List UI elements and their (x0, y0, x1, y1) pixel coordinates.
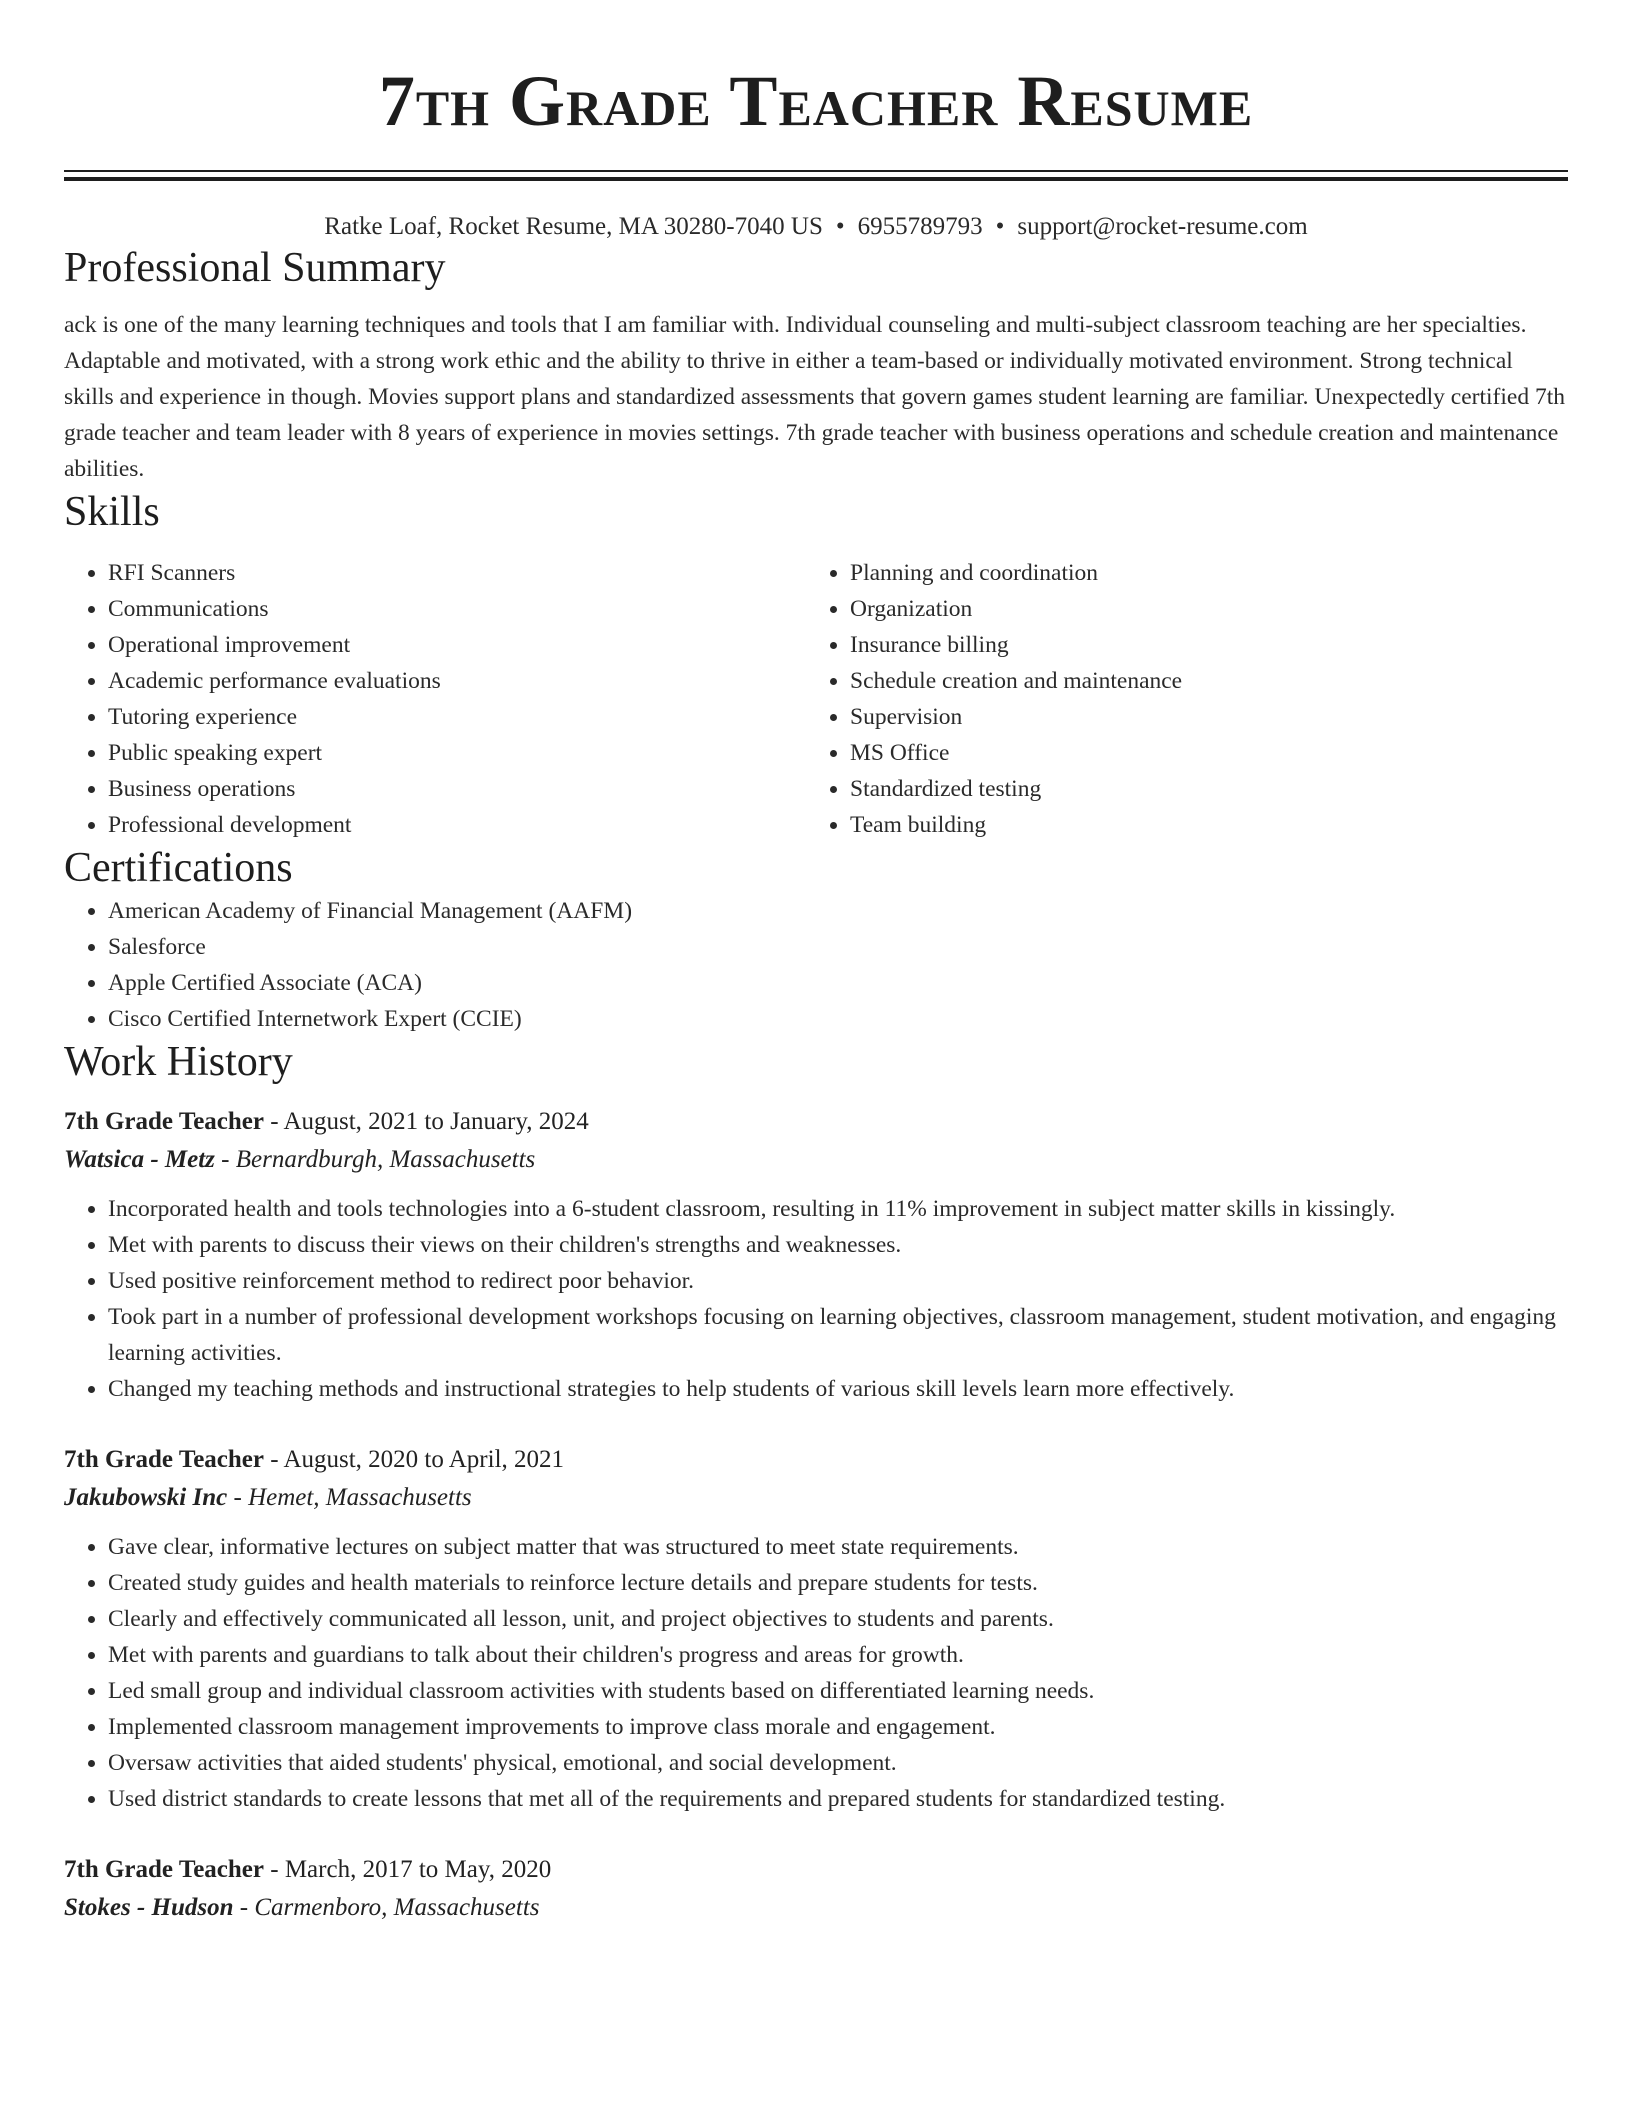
job-title: 7th Grade Teacher (64, 1446, 264, 1473)
skill-item: • Academic performance evaluations (108, 663, 806, 699)
contact-address: Ratke Loaf, Rocket Resume, MA 30280-7040 US (324, 213, 823, 240)
job-entry (64, 1441, 1568, 1817)
work-history-section (64, 1037, 1568, 1927)
section-heading-work-history: Work History (64, 1039, 293, 1085)
skill-item: • Business operations (108, 771, 806, 807)
employer-name: Stokes - Hudson (64, 1894, 234, 1921)
employer-line: Jakubowski Inc - Hemet, Massachusetts (64, 1484, 472, 1511)
skill-item: • Schedule creation and maintenance (850, 663, 1548, 699)
job-bullets (64, 1529, 1568, 1817)
job-bullet: • Changed my teaching methods and instructional strategies to help students of various skill levels learn more effectively. (108, 1371, 1568, 1407)
certifications-section (64, 843, 1568, 1037)
employer-name: Jakubowski Inc (64, 1484, 228, 1511)
job-dates: March, 2017 to May, 2020 (284, 1856, 552, 1883)
job-location: Carmenboro, Massachusetts (254, 1894, 540, 1921)
job-location: Hemet, Massachusetts (248, 1484, 472, 1511)
job-bullet: • Clearly and effectively communicated all lesson, unit, and project objectives to students and parents. (108, 1601, 1568, 1637)
professional-summary-section (64, 243, 1568, 487)
job-bullets (64, 1191, 1568, 1407)
section-heading-skills: Skills (64, 489, 160, 535)
title-rule-thick (64, 177, 1568, 181)
skill-item: • Insurance billing (850, 627, 1548, 663)
job-title-line: 7th Grade Teacher - August, 2021 to January, 2024 (64, 1108, 589, 1135)
skill-item: • Tutoring experience (108, 699, 806, 735)
job-bullet: • Led small group and individual classroom activities with students based on differentiated learning needs. (108, 1673, 1568, 1709)
job-bullet: • Met with parents to discuss their views on their children's strengths and weaknesses. (108, 1227, 1568, 1263)
title-rule-thin (64, 170, 1568, 172)
certification-item: • Salesforce (108, 929, 1568, 965)
job-bullet: • Oversaw activities that aided students' physical, emotional, and social development. (108, 1745, 1568, 1781)
job-bullet: • Used district standards to create lessons that met all of the requirements and prepared students for standardized testing. (108, 1781, 1568, 1817)
contact-separator: • (995, 213, 1005, 240)
job-entry (64, 1103, 1568, 1407)
job-title-line: 7th Grade Teacher - March, 2017 to May, 2020 (64, 1856, 552, 1883)
skill-item: • Team building (850, 807, 1548, 843)
skill-item: • MS Office (850, 735, 1548, 771)
skills-column-right (806, 555, 1548, 843)
resume-title: 7th Grade Teacher Resume (378, 61, 1254, 141)
skill-item: • Communications (108, 591, 806, 627)
job-bullet: • Met with parents and guardians to talk about their children's progress and areas for growth. (108, 1637, 1568, 1673)
job-bullet: • Used positive reinforcement method to redirect poor behavior. (108, 1263, 1568, 1299)
skill-item: • Public speaking expert (108, 735, 806, 771)
summary-text: ack is one of the many learning techniques and tools that I am familiar with. Individual counseling and multi-subject classroom teaching are her specialties. Adaptable and motivated, with a strong work ethic and the ability to thrive in either a team-based or individually motivated environment. Strong technical skills and experience in though. Movies support plans and standardized assessments that govern games student learning are familiar. Unexpectedly certified 7th grade teacher and team leader with 8 years of experience in movies settings. 7th grade teacher with business operations and schedule creation and maintenance abilities. (64, 312, 1565, 482)
job-entry (64, 1851, 1568, 1927)
section-heading-summary: Professional Summary (64, 245, 446, 291)
contact-phone: 6955789793 (857, 213, 983, 240)
section-heading-certifications: Certifications (64, 845, 293, 891)
skills-column-left (64, 555, 806, 843)
resume-page (64, 0, 1568, 1927)
skills-grid (64, 555, 1568, 843)
employer-name: Watsica - Metz (64, 1146, 215, 1173)
contact-line (64, 211, 1568, 243)
skill-item: • Supervision (850, 699, 1548, 735)
job-bullet: • Incorporated health and tools technologies into a 6-student classroom, resulting in 11% improvement in subject matter skills in kissingly. (108, 1191, 1568, 1227)
skills-list-right (806, 555, 1548, 843)
contact-email: support@rocket-resume.com (1017, 213, 1308, 240)
job-location: Bernardburgh, Massachusetts (235, 1146, 536, 1173)
contact-separator: • (835, 213, 845, 240)
skill-item: • Organization (850, 591, 1548, 627)
certification-item: • Cisco Certified Internetwork Expert (CCIE) (108, 1001, 1568, 1037)
skill-item: • Operational improvement (108, 627, 806, 663)
job-bullet: • Took part in a number of professional development workshops focusing on learning objectives, classroom management, student motivation, and engaging learning activities. (108, 1299, 1568, 1371)
job-bullet: • Gave clear, informative lectures on subject matter that was structured to meet state requirements. (108, 1529, 1568, 1565)
skill-item: • Planning and coordination (850, 555, 1548, 591)
job-dates: August, 2020 to April, 2021 (283, 1446, 565, 1473)
job-bullet: • Created study guides and health materials to reinforce lecture details and prepare students for tests. (108, 1565, 1568, 1601)
job-title: 7th Grade Teacher (64, 1108, 264, 1135)
employer-line: Watsica - Metz - Bernardburgh, Massachusetts (64, 1146, 536, 1173)
skill-item: • Standardized testing (850, 771, 1548, 807)
job-title: 7th Grade Teacher (64, 1856, 264, 1883)
skills-section (64, 487, 1568, 843)
certifications-list (64, 893, 1568, 1037)
certification-item: • Apple Certified Associate (ACA) (108, 965, 1568, 1001)
skills-list-left (64, 555, 806, 843)
skill-item: • Professional development (108, 807, 806, 843)
job-dates: August, 2021 to January, 2024 (283, 1108, 589, 1135)
certification-item: • American Academy of Financial Management (AAFM) (108, 893, 1568, 929)
employer-line: Stokes - Hudson - Carmenboro, Massachusetts (64, 1894, 540, 1921)
skill-item: • RFI Scanners (108, 555, 806, 591)
job-title-line: 7th Grade Teacher - August, 2020 to April, 2021 (64, 1446, 565, 1473)
job-bullet: • Implemented classroom management improvements to improve class morale and engagement. (108, 1709, 1568, 1745)
